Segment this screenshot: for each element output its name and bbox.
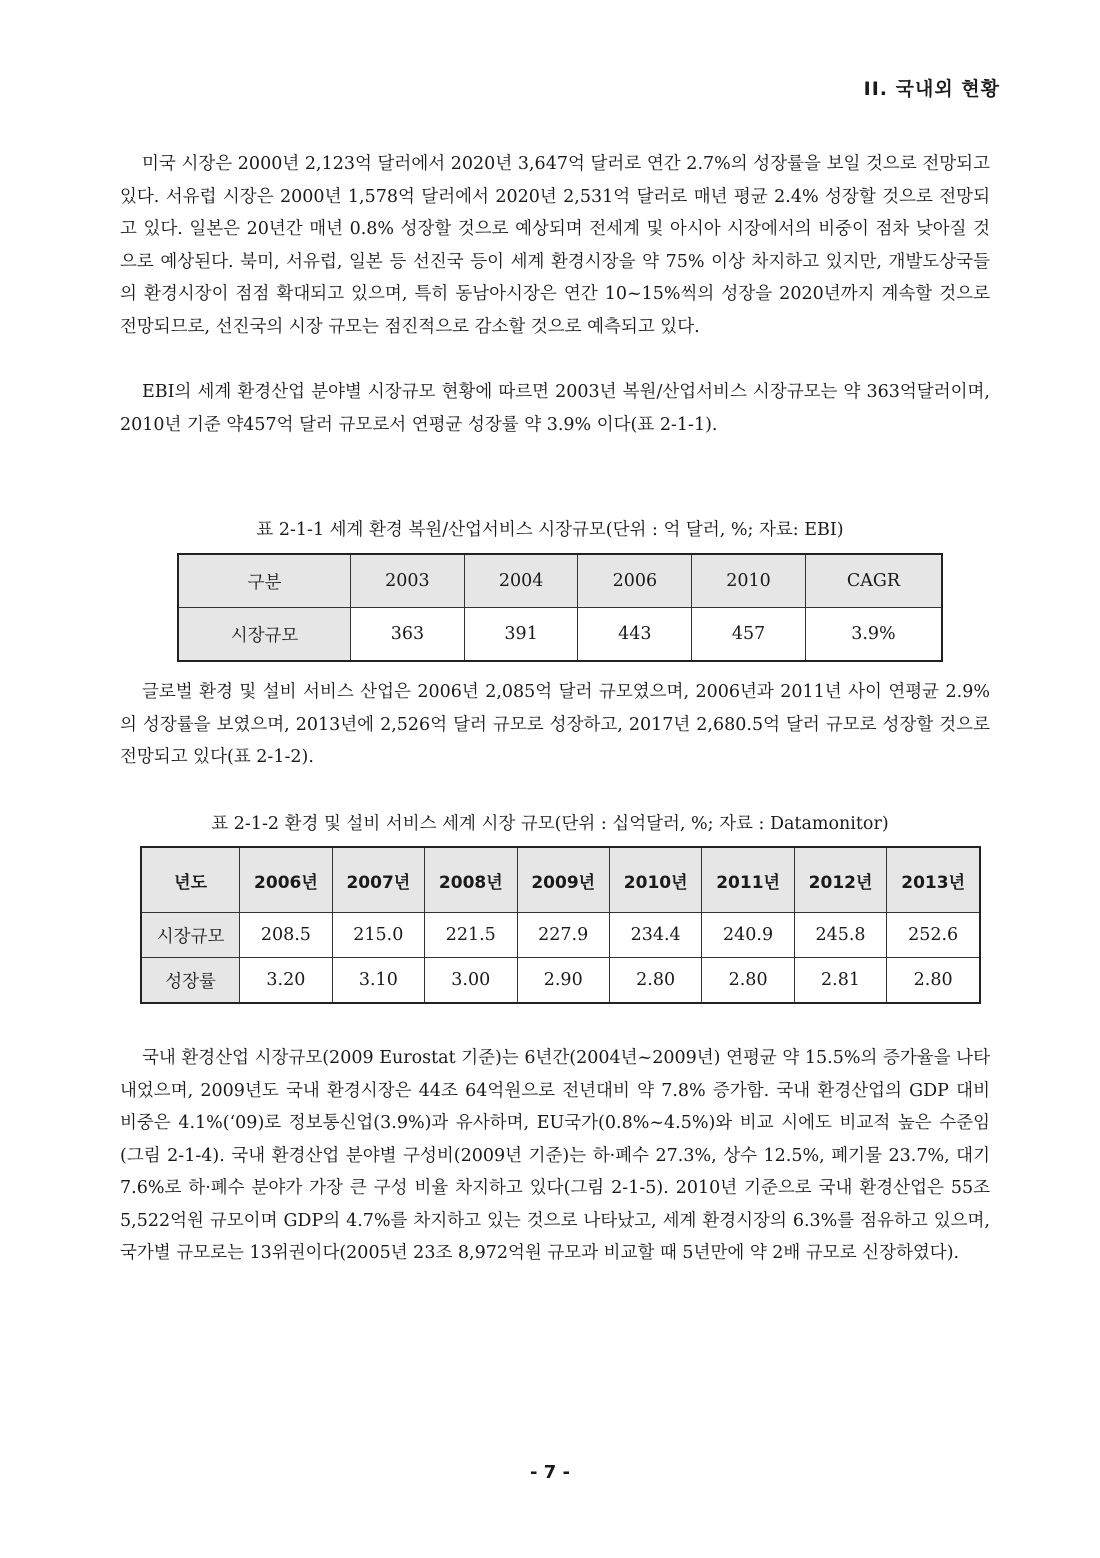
table1-cell: 363 <box>351 608 465 662</box>
table2-header-cell: 2013년 <box>887 847 980 913</box>
table1-cell: 443 <box>578 608 692 662</box>
page-number: - 7 - <box>530 1462 570 1483</box>
table2-cell: 234.4 <box>609 913 701 958</box>
paragraph-2: EBI의 세계 환경산업 분야별 시장규모 현황에 따르면 2003년 복원/산업서비스 시장규모는 약 363억달러이며, 2010년 기준 약457억 달러 규모로서 연평균 성장률 약 3.9% 이다(표 2-1-1). <box>120 382 990 435</box>
table2 <box>140 846 981 1004</box>
chapter-header: II. 국내외 현황 <box>863 78 1000 100</box>
table1-header-cell: 구분 <box>178 554 351 608</box>
table1-row <box>178 608 942 662</box>
table2-header-cell: 2007년 <box>332 847 424 913</box>
table2-cell: 3.20 <box>240 958 332 1004</box>
table1-cell: 3.9% <box>805 608 942 662</box>
table2-cell: 240.9 <box>702 913 794 958</box>
table1-header-cell: 2004 <box>464 554 578 608</box>
table1-cell: 391 <box>464 608 578 662</box>
table2-cell: 2.81 <box>794 958 886 1004</box>
paragraph-3: 글로벌 환경 및 설비 서비스 산업은 2006년 2,085억 달러 규모였으며, 2006년과 2011년 사이 연평균 2.9%의 성장률을 보였으며, 2013년에 2,526억 달러 규모로 성장하고, 2017년 2,680.5억 달러 규모로 성장할 것으로 전망되고 있다(표 2-1-2). <box>120 682 990 767</box>
table2-caption: 표 2-1-2 환경 및 설비 서비스 세계 시장 규모(단위 : 십억달러, %; 자료 : Datamonitor) <box>211 814 889 834</box>
table2-cell: 2.80 <box>702 958 794 1004</box>
table1-header-cell: 2006 <box>578 554 692 608</box>
table1-header-row <box>178 554 942 608</box>
table2-cell: 3.00 <box>425 958 517 1004</box>
table2-header-cell: 2011년 <box>702 847 794 913</box>
table2-header-cell: 2012년 <box>794 847 886 913</box>
table1-header-cell: 2003 <box>351 554 465 608</box>
table2-cell: 245.8 <box>794 913 886 958</box>
table2-cell: 227.9 <box>517 913 609 958</box>
table1-cell: 457 <box>692 608 806 662</box>
table2-cell: 3.10 <box>332 958 424 1004</box>
table2-cell: 2.80 <box>609 958 701 1004</box>
table2-row <box>141 958 980 1004</box>
table1-header-cell: 2010 <box>692 554 806 608</box>
table1-caption: 표 2-1-1 세계 환경 복원/산업서비스 시장규모(단위 : 억 달러, %; 자료: EBI) <box>256 520 844 540</box>
table2-cell: 2.90 <box>517 958 609 1004</box>
table2-cell: 221.5 <box>425 913 517 958</box>
paragraph-1: 미국 시장은 2000년 2,123억 달러에서 2020년 3,647억 달러로 연간 2.7%의 성장률을 보일 것으로 전망되고 있다. 서유럽 시장은 2000년 1,578억 달러에서 2020년 2,531억 달러로 매년 평균 2.4% 성장할 것으로 전망되고 있다. 일본은 20년간 매년 0.8% 성장할 것으로 예상되며 전세계 및 아시아 시장에서의 비중이 점차 낮아질 것으로 예상된다. 북미, 서유럽, 일본 등 선진국 등이 세계 환경시장을 약 75% 이상 차지하고 있지만, 개발도상국들의 환경시장이 점점 확대되고 있으며, 특히 동남아시장은 연간 10~15%씩의 성장을 2020년까지 계속할 것으로 전망되므로, 선진국의 시장 규모는 점진적으로 감소할 것으로 예측되고 있다. <box>120 154 990 337</box>
table2-row-label: 성장률 <box>141 958 240 1004</box>
table2-header-cell: 년도 <box>141 847 240 913</box>
table2-row-label: 시장규모 <box>141 913 240 958</box>
paragraph-4: 국내 환경산업 시장규모(2009 Eurostat 기준)는 6년간(2004년~2009년) 연평균 약 15.5%의 증가율을 나타내었으며, 2009년도 국내 환경시장은 44조 64억원으로 전년대비 약 7.8% 증가함. 국내 환경산업의 GDP 대비 비중은 4.1%(‘09)로 정보통신업(3.9%)과 유사하며, EU국가(0.8%~4.5%)와 비교 시에도 비교적 높은 수준임(그림 2-1-4). 국내 환경산업 분야별 구성비(2009년 기준)는 하·폐수 27.3%, 상수 12.5%, 폐기물 23.7%, 대기 7.6%로 하·폐수 분야가 가장 큰 구성 비율 차지하고 있다(그림 2-1-5). 2010년 기준으로 국내 환경산업은 55조 5,522억원 규모이며 GDP의 4.7%를 차지하고 있는 것으로 나타났고, 세계 환경시장의 6.3%를 점유하고 있으며, 국가별 규모로는 13위권이다(2005년 23조 8,972억원 규모과 비교할 때 5년만에 약 2배 규모로 신장하였다). <box>120 1048 990 1263</box>
table2-header-cell: 2010년 <box>609 847 701 913</box>
table2-header-cell: 2008년 <box>425 847 517 913</box>
table2-cell: 252.6 <box>887 913 980 958</box>
table2-header-cell: 2009년 <box>517 847 609 913</box>
table2-header-cell: 2006년 <box>240 847 332 913</box>
table2-cell: 215.0 <box>332 913 424 958</box>
table2-row <box>141 913 980 958</box>
table2-cell: 2.80 <box>887 958 980 1004</box>
table1-row-label: 시장규모 <box>178 608 351 662</box>
table1 <box>177 553 943 662</box>
table1-header-cell: CAGR <box>805 554 942 608</box>
table2-cell: 208.5 <box>240 913 332 958</box>
table2-header-row <box>141 847 980 913</box>
